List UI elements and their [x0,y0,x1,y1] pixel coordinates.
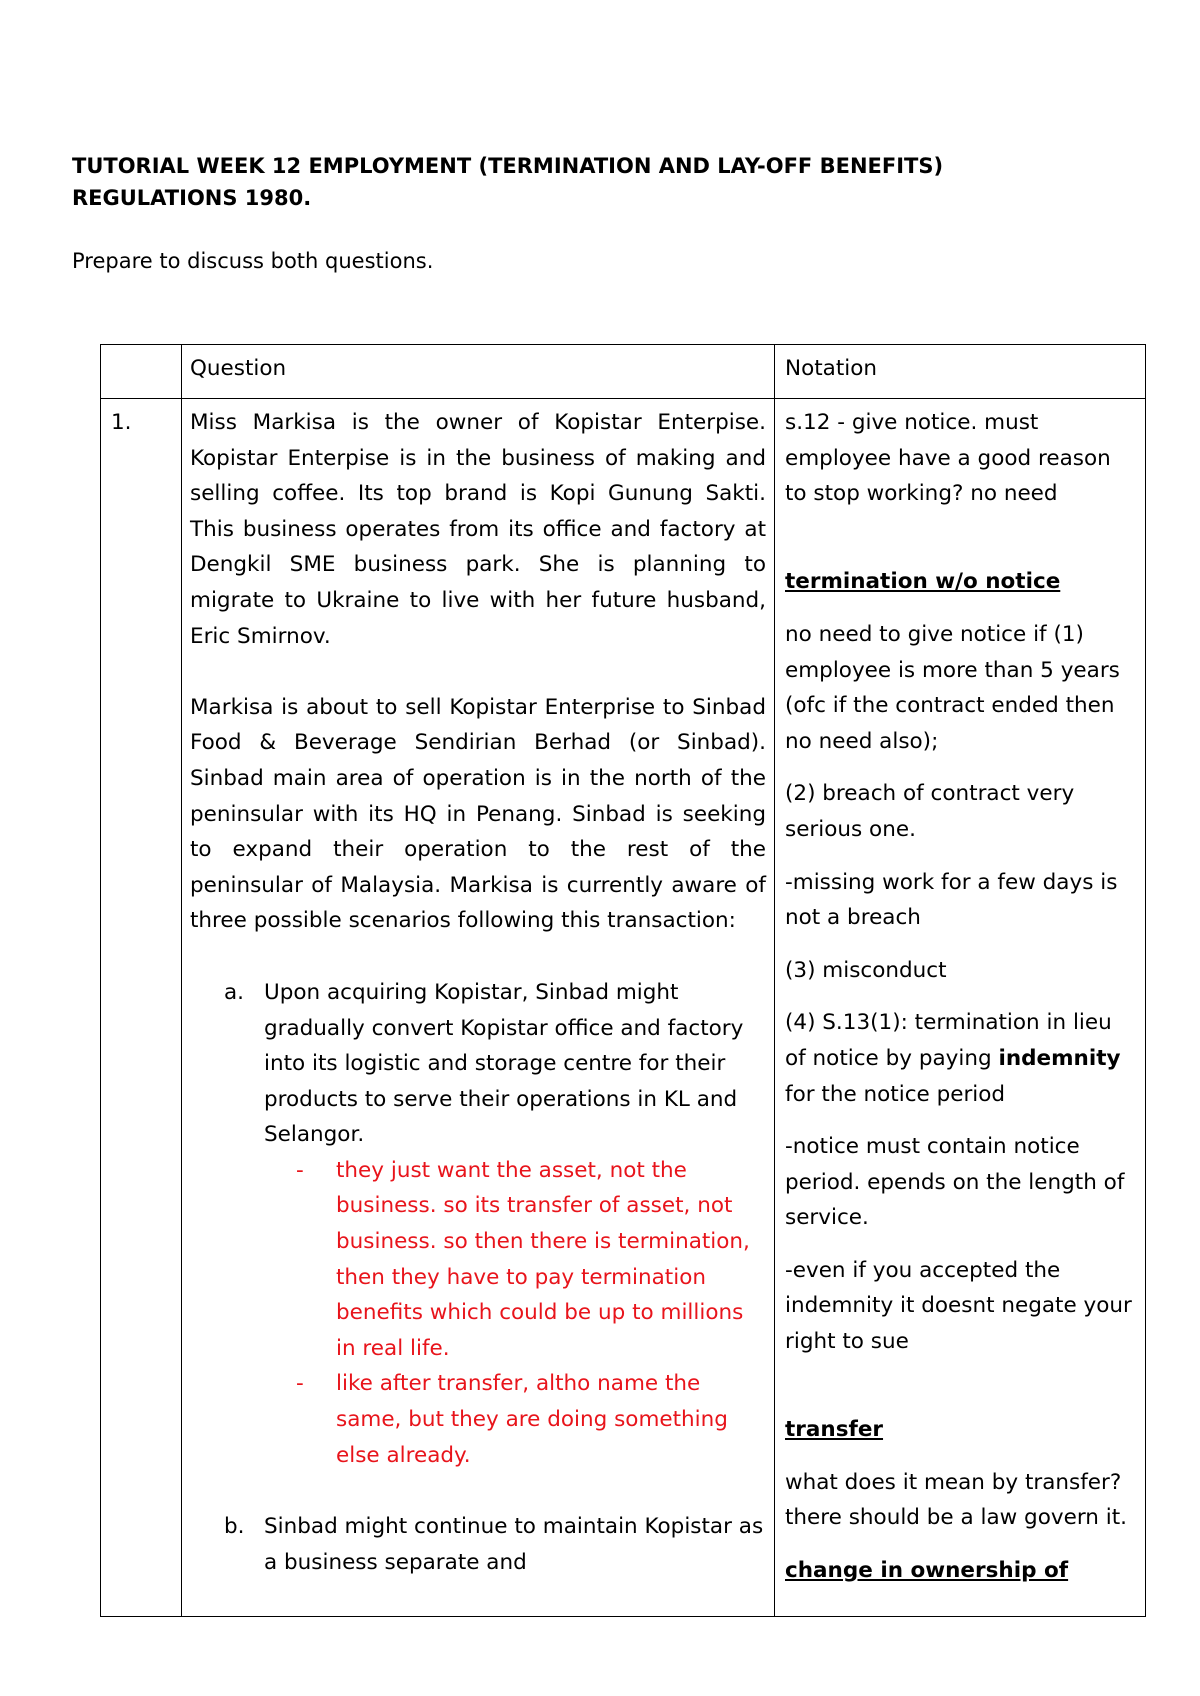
scenario-a [190,975,766,1473]
scenario-a-note-1-text: they just want the asset, not the business. so its transfer of asset, not business. so then there is termination, then they have to pay termination benefits which could be up to millions in real life. [336,1157,750,1361]
notation-text-2: no need to give notice if (1) employee is more than 5 years (ofc if the contract ended then no need also); [785,621,1120,754]
notation-heading-transfer: transfer [785,1417,884,1443]
notation-text-8: -even if you accepted the indemnity it doesnt negate your right to sue [785,1257,1132,1355]
title-line-1: TUTORIAL WEEK 12 EMPLOYMENT (TERMINATION AND LAY-OFF BENEFITS) [72,154,944,178]
notation-text-5: (3) misconduct [785,957,947,983]
notation-text-6-post: for the notice period [785,1081,1006,1107]
instruction-text: Prepare to discuss both questions. [72,249,434,273]
header-notation-cell [775,345,1146,399]
question-cell [182,399,775,1617]
scenario-b-marker: b. [224,1514,245,1540]
table-row [101,399,1146,1617]
notation-text-4: -missing work for a few days is not a breach [785,869,1118,931]
scenario-a-notes [264,1153,766,1473]
question-table [100,344,1146,1617]
row-number-cell [101,399,182,1617]
table-header-row [101,345,1146,399]
notation-text-3: (2) breach of contract very serious one. [785,781,1075,842]
document-title [72,150,1112,214]
scenario-b [190,1509,766,1580]
header-question-cell [182,345,775,399]
notation-text-7: -notice must contain notice period. epends on the length of service. [785,1134,1125,1231]
question-paragraph-1: Miss Markisa is the owner of Kopistar Enterpise. Kopistar Enterpise is in the business of making and selling coffee. Its top brand is Kopi Gunung Sakti. This business operates from its office and factory at Dengkil SME business park. She is planning to migrate to Ukraine to live with her future husband, Eric Smirnov. [190,410,766,649]
scenario-a-note-2-text: like after transfer, altho name the same, but they are doing something else already. [336,1371,728,1468]
header-question-label: Question [190,356,287,381]
notation-text-1: s.12 - give notice. must employee have a good reason to stop working? no need [785,410,1111,507]
notation-text-6-bold: indemnity [998,1045,1121,1071]
title-line-2: REGULATIONS 1980. [72,186,312,210]
scenario-a-note-1: - they just want the asset, not the business. so its transfer of asset, not business. so then there is termination, then they have to pay termination benefits which could be up to millions in real life. [296,1157,750,1361]
notation-heading-termination: termination w/o notice [785,569,1061,595]
scenario-a-text: Upon acquiring Kopistar, Sinbad might gradually convert Kopistar office and factory into its logistic and storage centre for their products to serve their operations in KL and Selangor. [264,979,744,1148]
scenario-list [190,975,766,1581]
scenario-a-note-2: - like after transfer, altho name the same, but they are doing something else already. [296,1371,728,1468]
notation-text-6-pre: (4) S.13(1): termination in lieu of notice by paying [785,1010,1112,1071]
header-number-cell [101,345,182,399]
scenario-b-text: Sinbad might continue to maintain Kopistar as a business separate and [264,1514,764,1575]
notation-heading-change-ownership: change in ownership of [785,1558,1069,1584]
question-paragraph-2: Markisa is about to sell Kopistar Enterprise to Sinbad Food & Beverage Sendirian Berhad (or Sinbad). Sinbad main area of operation is in the north of the peninsular with its HQ in Penang. Sinbad is seeking to expand their operation to the rest of the peninsular of Malaysia. Markisa is currently aware of three possible scenarios following this transaction: [190,694,766,934]
header-notation-label: Notation [785,356,878,381]
notation-text-9: what does it mean by transfer? there should be a law govern it. [785,1469,1127,1531]
scenario-a-marker: a. [224,979,245,1005]
row-number: 1. [111,410,132,435]
notation-text-6 [785,1005,1137,1112]
notation-cell [775,399,1146,1617]
